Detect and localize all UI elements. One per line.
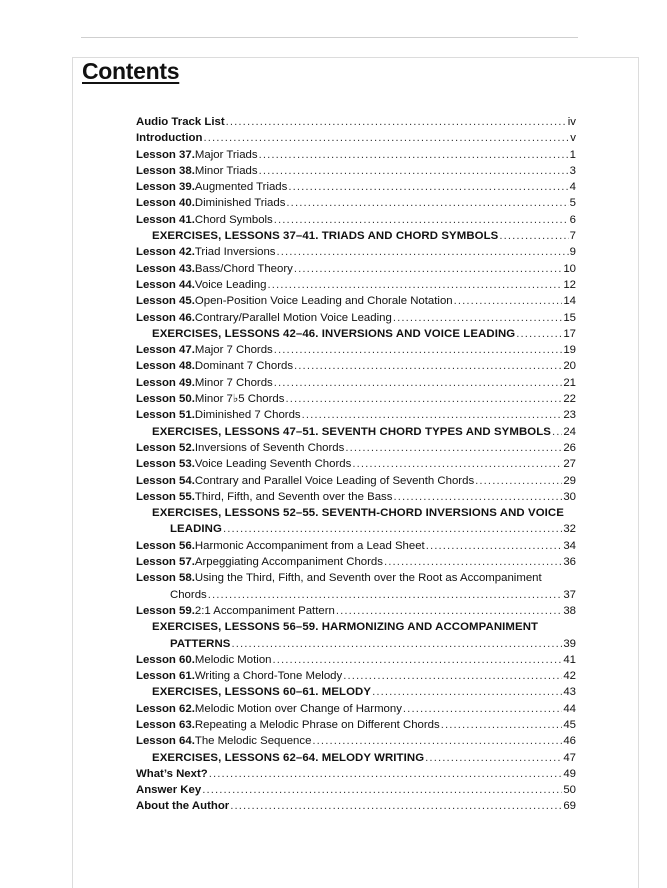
entry-label: Lesson 40.	[136, 197, 195, 210]
exercise-heading: EXERCISES, LESSONS 37–41. TRIADS AND CHORD SYMBOLS	[152, 230, 499, 243]
dot-leader	[302, 407, 563, 423]
page-number: 46	[563, 735, 576, 748]
dot-leader	[202, 782, 562, 798]
toc-exercise-entry[interactable]	[136, 750, 576, 766]
entry-title: Bass/Chord Theory	[194, 262, 293, 275]
page-number: 37	[563, 588, 576, 601]
page-number: 43	[563, 686, 576, 699]
dot-leader	[294, 261, 563, 277]
toc-entry-continuation[interactable]	[136, 521, 576, 537]
toc-entry-continuation[interactable]	[136, 587, 576, 603]
page-number: 14	[563, 295, 576, 308]
toc-entry[interactable]	[136, 130, 576, 146]
page-number: 22	[563, 393, 576, 406]
page-number: 44	[563, 702, 576, 715]
dot-leader	[277, 244, 569, 260]
dot-leader	[312, 733, 562, 749]
entry-title: Writing a Chord-Tone Melody	[194, 670, 343, 683]
toc-entry[interactable]	[136, 473, 576, 489]
dot-leader	[273, 652, 563, 668]
entry-label: Lesson 57.	[136, 556, 195, 569]
dot-leader	[232, 636, 563, 652]
entry-title: Minor 7♭5 Chords	[194, 393, 285, 406]
exercise-heading: EXERCISES, LESSONS 52–55. SEVENTH-CHORD INVERSIONS AND VOICE	[152, 507, 564, 520]
entry-label: Lesson 52.	[136, 441, 195, 454]
entry-label: Introduction	[136, 132, 203, 145]
toc-entry[interactable]	[136, 391, 576, 407]
entry-label: Lesson 53.	[136, 458, 195, 471]
toc-entry[interactable]	[136, 114, 576, 130]
toc-entry[interactable]	[136, 701, 576, 717]
page-number: 6	[569, 213, 576, 226]
entry-label: Lesson 49.	[136, 376, 195, 389]
dot-leader	[274, 342, 563, 358]
entry-title: 2:1 Accompaniment Pattern	[194, 604, 335, 617]
entry-label: Lesson 58.	[136, 572, 195, 585]
dot-leader	[288, 179, 568, 195]
entry-label: Lesson 47.	[136, 344, 195, 357]
exercise-heading: EXERCISES, LESSONS 47–51. SEVENTH CHORD TYPES AND SYMBOLS	[152, 425, 551, 438]
entry-continuation: LEADING	[170, 523, 222, 536]
entry-continuation: Chords	[170, 588, 207, 601]
page-number: 15	[563, 311, 576, 324]
toc-entry[interactable]	[136, 277, 576, 293]
dot-leader	[454, 293, 563, 309]
entry-label: Lesson 42.	[136, 246, 195, 259]
entry-label: Lesson 46.	[136, 311, 195, 324]
dot-leader	[259, 147, 569, 163]
toc-entry[interactable]	[136, 554, 576, 570]
dot-leader	[441, 717, 563, 733]
entry-title: Contrary and Parallel Voice Leading of Seventh Chords	[194, 474, 475, 487]
exercise-heading: EXERCISES, LESSONS 62–64. MELODY WRITING	[152, 751, 425, 764]
page-number: 49	[563, 767, 576, 780]
page-number: 19	[563, 344, 576, 357]
toc-entry[interactable]	[136, 163, 576, 179]
entry-label: Lesson 45.	[136, 295, 195, 308]
dot-leader	[285, 391, 562, 407]
entry-label: Lesson 39.	[136, 181, 195, 194]
dot-leader	[259, 163, 569, 179]
dot-leader	[209, 766, 563, 782]
entry-title: Melodic Motion	[194, 653, 272, 666]
page-number: 30	[563, 490, 576, 503]
page-number: v	[570, 132, 576, 145]
dot-leader	[426, 538, 563, 554]
dot-leader	[552, 424, 562, 440]
toc-entry[interactable]	[136, 619, 576, 635]
entry-title: Repeating a Melodic Phrase on Different Chords	[194, 718, 440, 731]
page-number: 21	[563, 376, 576, 389]
page-title: Contents	[82, 58, 180, 84]
page-number: 10	[563, 262, 576, 275]
entry-title: Minor 7 Chords	[194, 376, 273, 389]
entry-title: Melodic Motion over Change of Harmony	[194, 702, 402, 715]
entry-title: Minor Triads	[194, 164, 258, 177]
page-number: 39	[563, 637, 576, 650]
entry-label: What’s Next?	[136, 767, 208, 780]
entry-title: Major Triads	[194, 148, 258, 161]
dot-leader	[336, 603, 563, 619]
toc-exercise-entry[interactable]	[136, 684, 576, 700]
toc-entry[interactable]	[136, 538, 576, 554]
entry-label: Lesson 62.	[136, 702, 195, 715]
entry-title: Using the Third, Fifth, and Seventh over the Root as Accompaniment	[194, 572, 542, 585]
page-number: 47	[563, 751, 576, 764]
entry-title: Inversions of Seventh Chords	[194, 441, 345, 454]
toc-entry[interactable]	[136, 212, 576, 228]
page-number: 41	[563, 653, 576, 666]
entry-title: Voice Leading	[194, 278, 267, 291]
entry-label: Lesson 55.	[136, 490, 195, 503]
page-number: iv	[567, 116, 576, 128]
entry-label: About the Author	[136, 800, 230, 813]
entry-title: Voice Leading Seventh Chords	[194, 458, 352, 471]
entry-label: Lesson 48.	[136, 360, 195, 373]
toc-entry[interactable]	[136, 440, 576, 456]
toc-entry[interactable]	[136, 293, 576, 309]
entry-label: Lesson 41.	[136, 213, 195, 226]
toc-entry[interactable]	[136, 717, 576, 733]
entry-label: Lesson 60.	[136, 653, 195, 666]
toc-exercise-entry[interactable]	[136, 326, 576, 342]
page-number: 12	[563, 278, 576, 291]
page-number: 50	[563, 784, 576, 797]
entry-label: Lesson 38.	[136, 164, 195, 177]
dot-leader	[230, 798, 562, 814]
page-number: 27	[563, 458, 576, 471]
page-number: 3	[569, 164, 576, 177]
entry-title: Augmented Triads	[194, 181, 288, 194]
entry-title: Harmonic Accompaniment from a Lead Sheet	[194, 539, 425, 552]
dot-leader	[274, 375, 563, 391]
entry-label: Lesson 37.	[136, 148, 195, 161]
toc-entry[interactable]	[136, 456, 576, 472]
page-number: 4	[569, 181, 576, 194]
dot-leader	[226, 114, 567, 130]
toc-entry[interactable]	[136, 310, 576, 326]
dot-leader	[516, 326, 562, 342]
entry-continuation: PATTERNS	[170, 637, 231, 650]
dot-leader	[475, 473, 562, 489]
dot-leader	[403, 701, 562, 717]
toc-entry[interactable]	[136, 489, 576, 505]
dot-leader	[343, 668, 562, 684]
entry-label: Lesson 43.	[136, 262, 195, 275]
toc-entry[interactable]	[136, 407, 576, 423]
dot-leader	[345, 440, 562, 456]
page-number: 45	[563, 718, 576, 731]
toc-entry[interactable]	[136, 668, 576, 684]
toc-entry[interactable]	[136, 179, 576, 195]
dot-leader	[372, 684, 562, 700]
page-number: 36	[563, 556, 576, 569]
page-number: 69	[563, 800, 576, 813]
toc-entry[interactable]	[136, 261, 576, 277]
exercise-heading: EXERCISES, LESSONS 60–61. MELODY	[152, 686, 372, 699]
page-number: 42	[563, 670, 576, 683]
toc-entry[interactable]	[136, 244, 576, 260]
page-number: 24	[563, 425, 576, 438]
toc-entry[interactable]	[136, 195, 576, 211]
toc-entry[interactable]	[136, 766, 576, 782]
dot-leader	[352, 456, 562, 472]
page-number: 26	[563, 441, 576, 454]
page-number: 29	[563, 474, 576, 487]
page-number: 38	[563, 604, 576, 617]
toc-entry[interactable]	[136, 733, 576, 749]
entry-title: Major 7 Chords	[194, 344, 273, 357]
dot-leader	[393, 310, 563, 326]
page-number: 32	[563, 523, 576, 536]
toc-entry[interactable]	[136, 798, 576, 814]
page-number: 20	[563, 360, 576, 373]
entry-label: Lesson 54.	[136, 474, 195, 487]
toc-entry[interactable]	[136, 603, 576, 619]
page-number: 23	[563, 409, 576, 422]
page-number: 5	[569, 197, 576, 210]
entry-label: Audio Track List	[136, 116, 225, 128]
table-of-contents	[136, 114, 576, 815]
entry-title: Open-Position Voice Leading and Chorale Notation	[194, 295, 453, 308]
toc-entry[interactable]	[136, 358, 576, 374]
toc-exercise-entry[interactable]	[136, 424, 576, 440]
dot-leader	[393, 489, 562, 505]
entry-label: Lesson 51.	[136, 409, 195, 422]
toc-entry[interactable]	[136, 782, 576, 798]
entry-title: Contrary/Parallel Motion Voice Leading	[194, 311, 392, 324]
dot-leader	[274, 212, 569, 228]
entry-title: Dominant 7 Chords	[194, 360, 294, 373]
toc-entry[interactable]	[136, 505, 576, 521]
toc-entry-continuation[interactable]	[136, 636, 576, 652]
entry-title: Diminished Triads	[194, 197, 286, 210]
dot-leader	[208, 587, 563, 603]
page-number: 7	[569, 230, 576, 243]
exercise-heading: EXERCISES, LESSONS 56–59. HARMONIZING AND ACCOMPANIMENT	[152, 621, 539, 634]
toc-exercise-entry[interactable]	[136, 228, 576, 244]
toc-entry[interactable]	[136, 570, 576, 586]
dot-leader	[294, 358, 562, 374]
page-number: 9	[569, 246, 576, 259]
page-number: 1	[569, 148, 576, 161]
entry-title: Chord Symbols	[194, 213, 273, 226]
toc-entry[interactable]	[136, 147, 576, 163]
exercise-heading: EXERCISES, LESSONS 42–46. INVERSIONS AND VOICE LEADING	[152, 327, 516, 340]
dot-leader	[286, 195, 568, 211]
top-divider	[81, 37, 578, 38]
page-number: 17	[563, 327, 576, 340]
entry-label: Lesson 59.	[136, 604, 195, 617]
dot-leader	[203, 130, 569, 146]
entry-label: Lesson 56.	[136, 539, 195, 552]
dot-leader	[384, 554, 562, 570]
toc-entry[interactable]	[136, 375, 576, 391]
entry-title: Triad Inversions	[194, 246, 276, 259]
entry-title: Arpeggiating Accompaniment Chords	[194, 556, 383, 569]
dot-leader	[223, 521, 562, 537]
entry-label: Answer Key	[136, 784, 202, 797]
entry-title: Third, Fifth, and Seventh over the Bass	[194, 490, 393, 503]
entry-title: Diminished 7 Chords	[194, 409, 301, 422]
entry-label: Lesson 44.	[136, 278, 195, 291]
toc-entry[interactable]	[136, 652, 576, 668]
dot-leader	[499, 228, 568, 244]
dot-leader	[267, 277, 562, 293]
entry-label: Lesson 64.	[136, 735, 195, 748]
toc-entry[interactable]	[136, 342, 576, 358]
page-number: 34	[563, 539, 576, 552]
entry-label: Lesson 63.	[136, 718, 195, 731]
dot-leader	[425, 750, 562, 766]
entry-label: Lesson 50.	[136, 393, 195, 406]
entry-label: Lesson 61.	[136, 670, 195, 683]
entry-title: The Melodic Sequence	[194, 735, 312, 748]
